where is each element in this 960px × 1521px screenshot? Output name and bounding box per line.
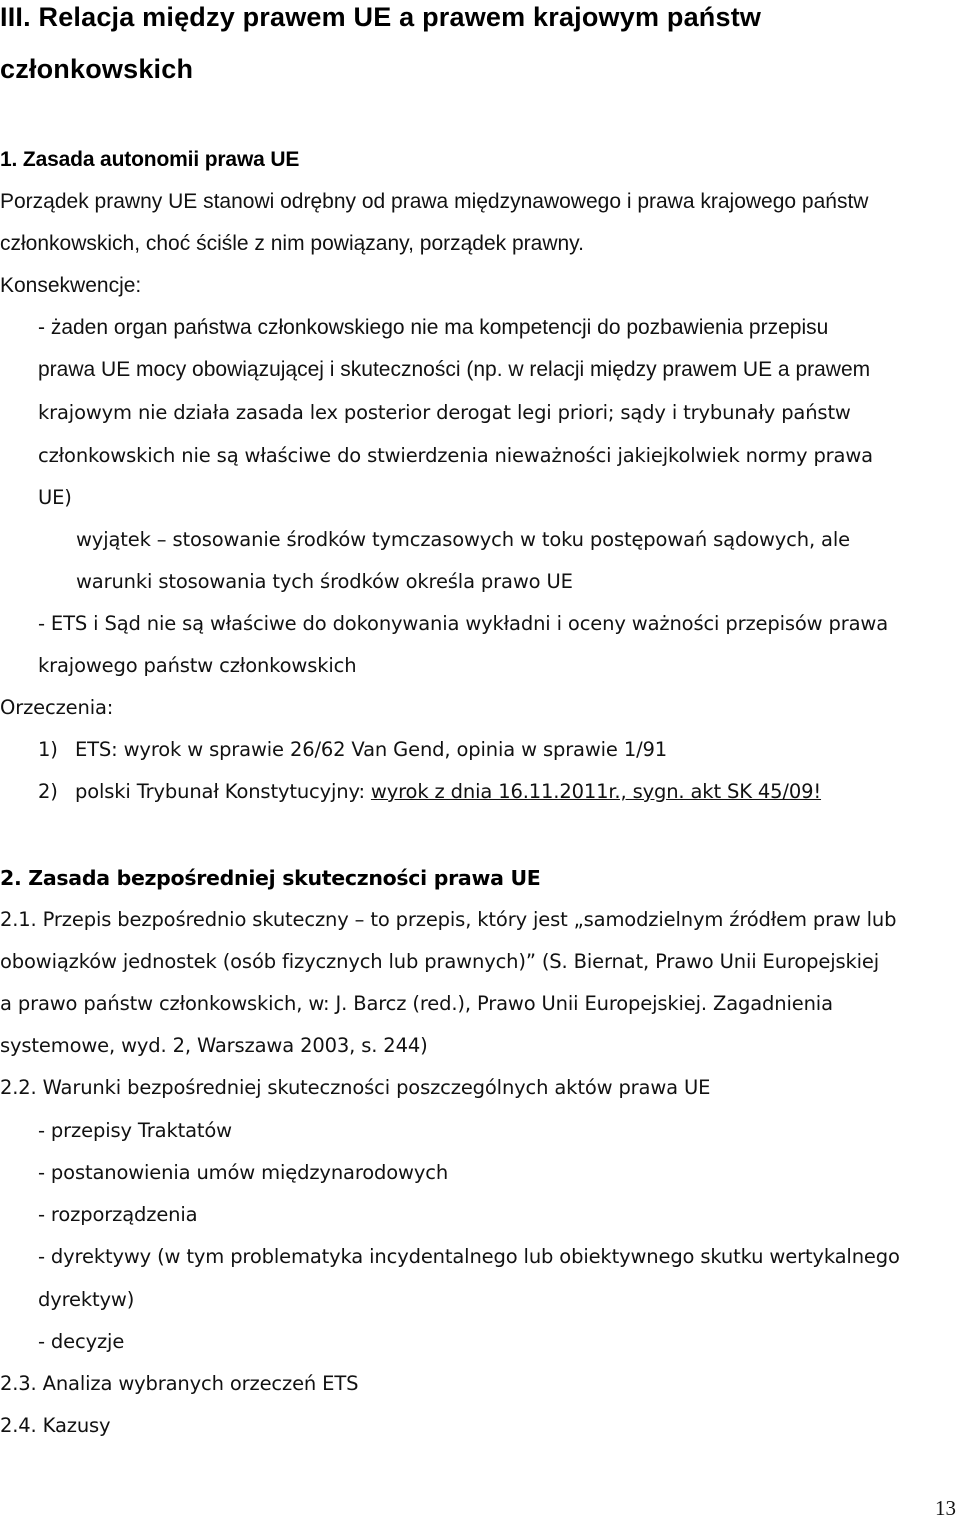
consequences-label: Konsekwencje:: [0, 274, 142, 297]
consequence-line: UE): [38, 486, 72, 509]
rulings-label: Orzeczenia:: [0, 696, 114, 719]
list-item: - decyzje: [38, 1330, 125, 1353]
section-2-title: 2. Zasada bezpośredniej skuteczności prawa UE: [0, 866, 541, 890]
chapter-heading-line-2: członkowskich: [0, 54, 194, 84]
ruling-item: [38, 738, 667, 762]
consequence-line: krajowym nie działa zasada lex posterior derogat legi priori; sądy i trybunały państw: [38, 401, 851, 424]
ruling-item: [38, 780, 821, 804]
chapter-heading-line-1: III. Relacja między prawem UE a prawem krajowym państw: [0, 2, 762, 32]
consequence-line: członkowskich nie są właściwe do stwierdzenia nieważności jakiejkolwiek normy prawa: [38, 444, 873, 467]
ruling-number: 2): [38, 780, 58, 803]
paragraph-line: systemowe, wyd. 2, Warszawa 2003, s. 244): [0, 1034, 428, 1057]
ruling-text: polski Trybunał Konstytucyjny:: [75, 780, 371, 803]
list-item: - dyrektywy (w tym problematyka incydentalnego lub obiektywnego skutku wertykalnego: [38, 1245, 900, 1268]
page-number: 13: [935, 1496, 956, 1520]
ruling-text: ETS: wyrok w sprawie 26/62 Van Gend, opinia w sprawie 1/91: [75, 738, 668, 761]
paragraph-line: członkowskich, choć ściśle z nim powiązany, porządek prawny.: [0, 232, 584, 255]
exception-line: warunki stosowania tych środków określa prawo UE: [76, 570, 573, 593]
ruling-number: 1): [38, 738, 58, 761]
list-item: - postanowienia umów międzynarodowych: [38, 1161, 449, 1184]
paragraph-line: obowiązków jednostek (osób fizycznych lub prawnych)” (S. Biernat, Prawo Unii Europejskiej: [0, 950, 880, 973]
subsection-heading: 2.3. Analiza wybranych orzeczeń ETS: [0, 1372, 359, 1395]
subsection-heading: 2.4. Kazusy: [0, 1414, 111, 1437]
list-item: dyrektyw): [38, 1288, 135, 1311]
consequence-line: - ETS i Sąd nie są właściwe do dokonywania wykładni i oceny ważności przepisów prawa: [38, 612, 888, 635]
paragraph-line: a prawo państw członkowskich, w: J. Barcz (red.), Prawo Unii Europejskiej. Zagadnienia: [0, 992, 833, 1015]
consequence-line: prawa UE mocy obowiązującej i skuteczności (np. w relacji między prawem UE a prawem: [38, 358, 871, 381]
list-item: - przepisy Traktatów: [38, 1119, 232, 1142]
consequence-line: krajowego państw członkowskich: [38, 654, 357, 677]
subsection-heading: 2.2. Warunki bezpośredniej skuteczności poszczególnych aktów prawa UE: [0, 1076, 711, 1099]
consequence-line: - żaden organ państwa członkowskiego nie ma kompetencji do pozbawienia przepisu: [38, 316, 829, 339]
paragraph-line: 2.1. Przepis bezpośrednio skuteczny – to przepis, który jest „samodzielnym źródłem praw lub: [0, 908, 897, 931]
section-1-title: 1. Zasada autonomii prawa UE: [0, 148, 300, 171]
paragraph-line: Porządek prawny UE stanowi odrębny od prawa międzynawowego i prawa krajowego państw: [0, 190, 869, 213]
ruling-link[interactable]: wyrok z dnia 16.11.2011r., sygn. akt SK 45/09!: [370, 780, 822, 803]
exception-line: wyjątek – stosowanie środków tymczasowych w toku postępowań sądowych, ale: [76, 528, 850, 551]
list-item: - rozporządzenia: [38, 1203, 198, 1226]
